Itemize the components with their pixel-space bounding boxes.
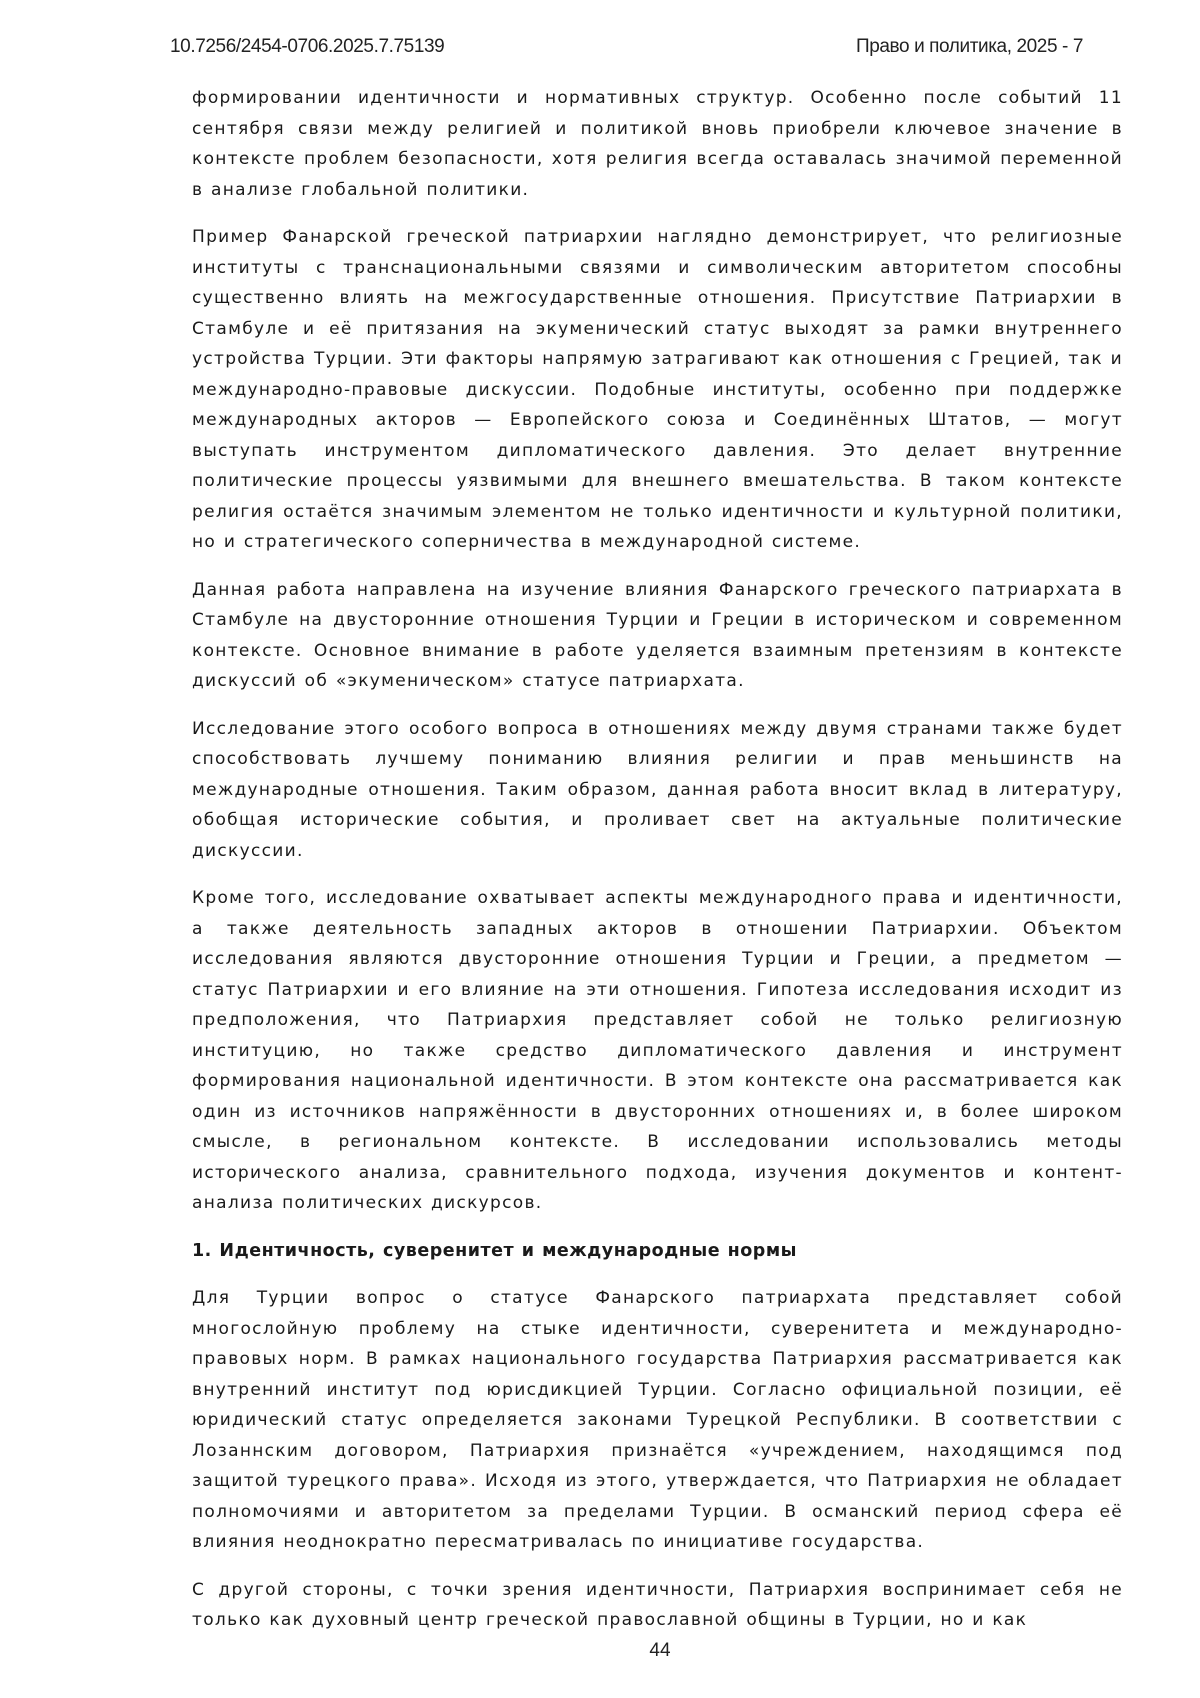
doi-text: 10.7256/2454-0706.2025.7.75139 bbox=[170, 36, 444, 58]
body-paragraph: Для Турции вопрос о статусе Фанарского патриархата представляет собой многослойную проблему на стыке идентичности, суверенитета и международно-правовых норм. В рамках национального государства Патриархия рассматривается как внутренний институт под юрисдикцией Турции. Согласно официальной позиции, её юридический статус определяется законами Турецкой Республики. В соответствии с Лозаннским договором, Патриархия признаётся «учреждением, находящимся под защитой турецкого права». Исходя из этого, утверждается, что Патриархия не обладает полномочиями и авторитетом за пределами Турции. В османский период сфера её влияния неоднократно пересматривалась по инициативе государства. bbox=[192, 1283, 1123, 1558]
journal-issue: Право и политика, 2025 - 7 bbox=[856, 36, 1083, 58]
section-heading: 1. Идентичность, суверенитет и международные нормы bbox=[192, 1236, 1123, 1267]
body-paragraph: Кроме того, исследование охватывает аспекты международного права и идентичности, а также деятельность западных акторов в отношении Патриархии. Объектом исследования являются двусторонние отношения Турции и Греции, а предметом — статус Патриархии и его влияние на эти отношения. Гипотеза исследования исходит из предположения, что Патриархия представляет собой не только религиозную институцию, но также средство дипломатического давления и инструмент формирования национальной идентичности. В этом контексте она рассматривается как один из источников напряжённости в двусторонних отношениях и, в более широком смысле, в региональном контексте. В исследовании использовались методы исторического анализа, сравнительного подхода, изучения документов и контент-анализа политических дискурсов. bbox=[192, 883, 1123, 1219]
body-paragraph: Пример Фанарской греческой патриархии наглядно демонстрирует, что религиозные институты с транснациональными связями и символическим авторитетом способны существенно влиять на межгосударственные отношения. Присутствие Патриархии в Стамбуле и её притязания на экуменический статус выходят за рамки внутреннего устройства Турции. Эти факторы напрямую затрагивают как отношения с Грецией, так и международно-правовые дискуссии. Подобные институты, особенно при поддержке международных акторов — Европейского союза и Соединённых Штатов, — могут выступать инструментом дипломатического давления. Это делает внутренние политические процессы уязвимыми для внешнего вмешательства. В таком контексте религия остаётся значимым элементом не только идентичности и культурной политики, но и стратегического соперничества в международной системе. bbox=[192, 222, 1123, 558]
body-paragraph: Данная работа направлена на изучение влияния Фанарского греческого патриархата в Стамбуле на двусторонние отношения Турции и Греции в историческом и современном контексте. Основное внимание в работе уделяется взаимным претензиям в контексте дискуссий об «экуменическом» статусе патриархата. bbox=[192, 575, 1123, 697]
page-number: 44 bbox=[0, 1640, 1200, 1662]
body-paragraph: С другой стороны, с точки зрения идентичности, Патриархия воспринимает себя не только как духовный центр греческой православной общины в Турции, но и как bbox=[192, 1575, 1123, 1636]
running-header bbox=[170, 36, 1083, 66]
article-body bbox=[192, 83, 1123, 1653]
body-paragraph: формировании идентичности и нормативных структур. Особенно после событий 11 сентября связи между религией и политикой вновь приобрели ключевое значение в контексте проблем безопасности, хотя религия всегда оставалась значимой переменной в анализе глобальной политики. bbox=[192, 83, 1123, 205]
body-paragraph: Исследование этого особого вопроса в отношениях между двумя странами также будет способствовать лучшему пониманию влияния религии и прав меньшинств на международные отношения. Таким образом, данная работа вносит вклад в литературу, обобщая исторические события, и проливает свет на актуальные политические дискуссии. bbox=[192, 714, 1123, 867]
